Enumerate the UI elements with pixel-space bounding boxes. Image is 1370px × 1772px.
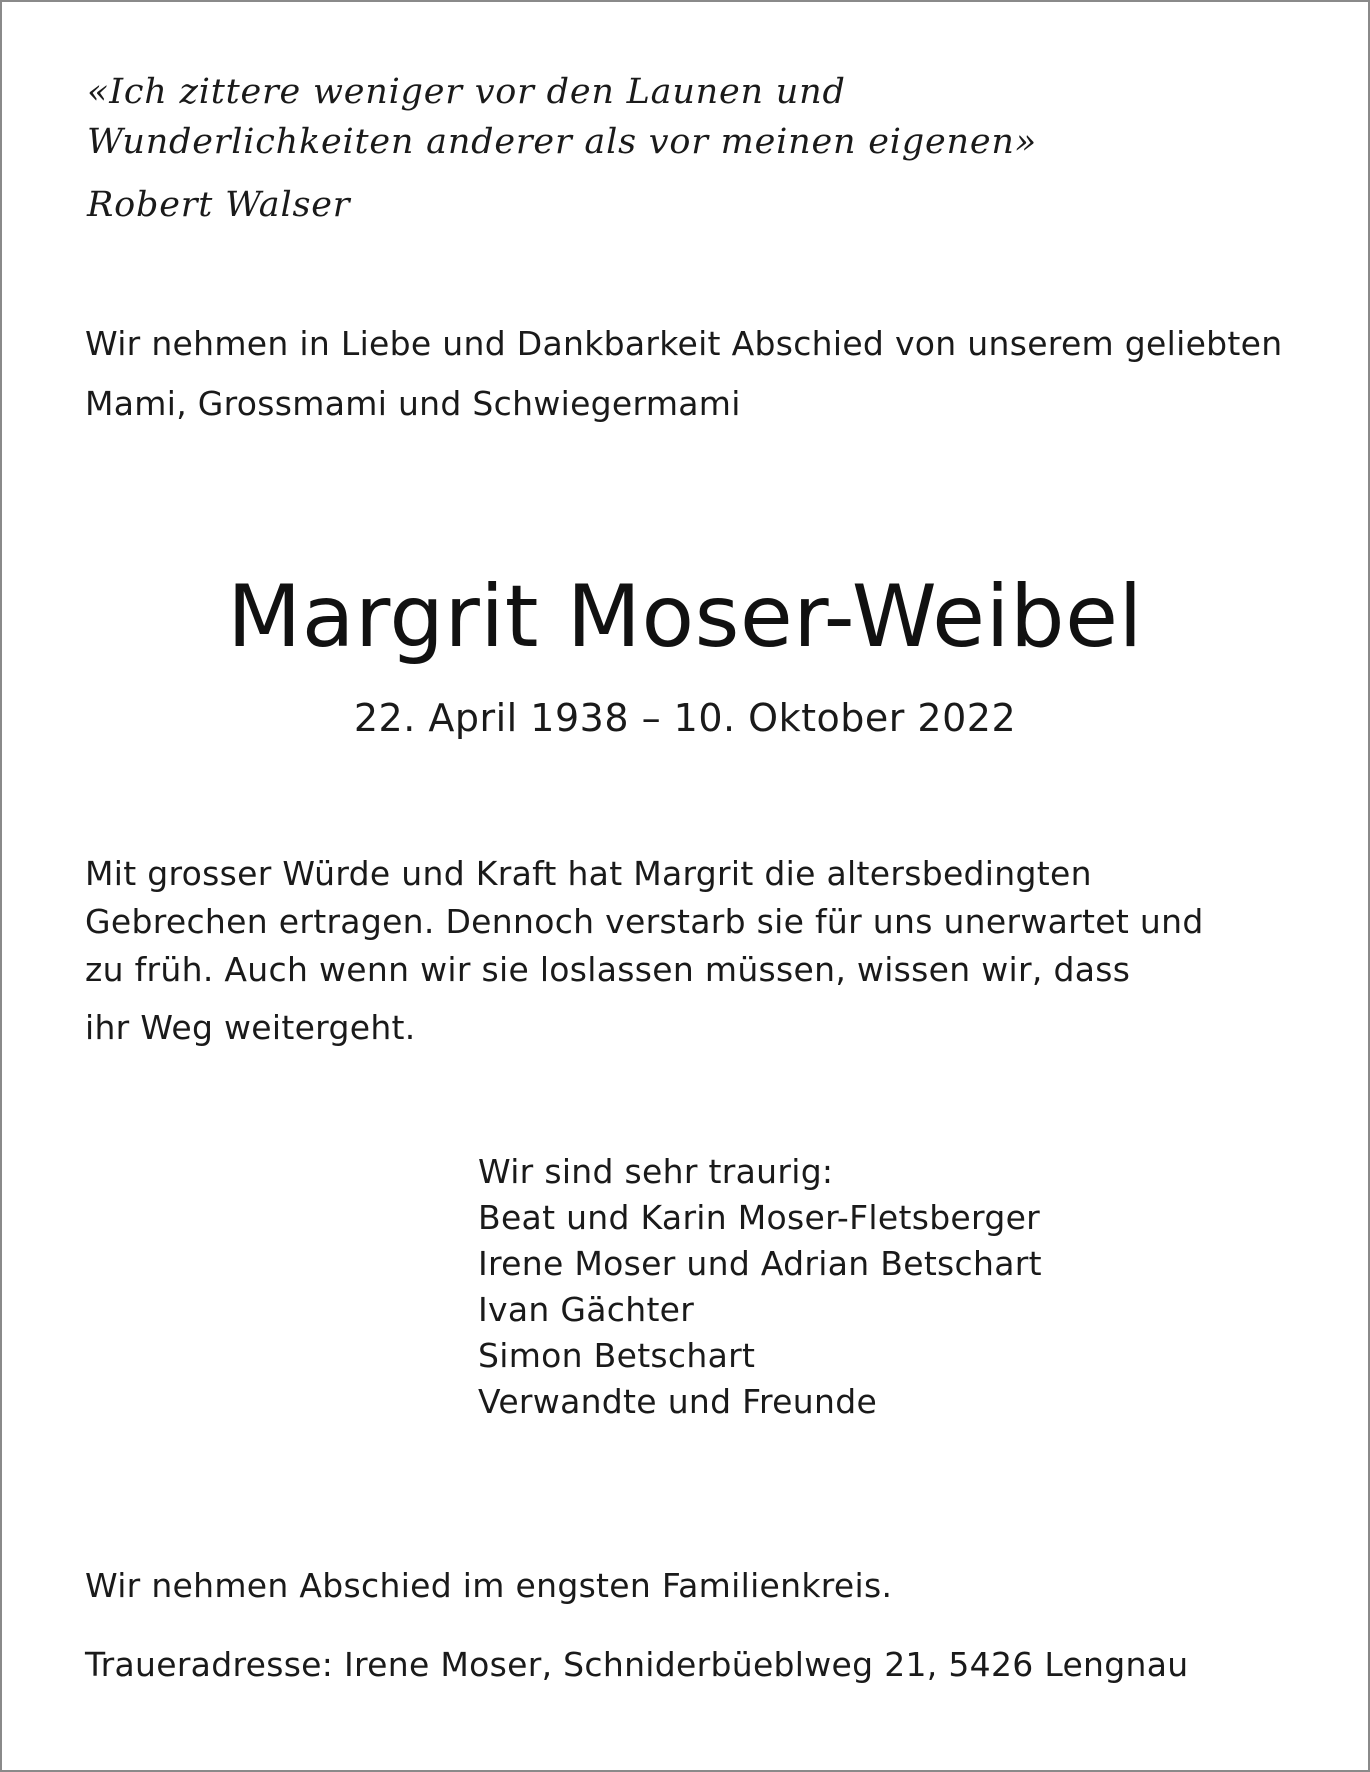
deceased-name: Margrit Moser-Weibel	[227, 567, 1143, 667]
mourner-name: Beat und Karin Moser-Fletsberger	[478, 1198, 1041, 1237]
quote-line: Wunderlichkeiten anderer als vor meinen eigenen»	[87, 122, 1037, 162]
intro-line: Wir nehmen in Liebe und Dankbarkeit Abschied von unserem geliebten	[85, 324, 1283, 363]
intro-text	[85, 314, 1283, 434]
tribute-line: ihr Weg weitergeht.	[85, 1008, 416, 1047]
mourner-name: Ivan Gächter	[478, 1290, 695, 1329]
mourner-name: Simon Betschart	[478, 1336, 756, 1375]
mourners-list	[478, 1149, 1042, 1425]
mourning-address: Traueradresse: Irene Moser, Schniderbüeblweg 21, 5426 Lengnau	[85, 1645, 1189, 1684]
epigraph-quote	[87, 67, 1037, 167]
mourner-name: Irene Moser und Adrian Betschart	[478, 1244, 1042, 1283]
life-dates: 22. April 1938 – 10. Oktober 2022	[353, 696, 1017, 740]
tribute-line: zu früh. Auch wenn wir sie loslassen müssen, wissen wir, dass	[85, 950, 1131, 989]
tribute-line: Mit grosser Würde und Kraft hat Margrit die altersbedingten	[85, 854, 1092, 893]
tribute-line: Gebrechen ertragen. Dennoch verstarb sie für uns unerwartet und	[85, 902, 1204, 941]
intro-line: Mami, Grossmami und Schwiegermami	[85, 384, 741, 423]
quote-author: Robert Walser	[87, 185, 351, 225]
tribute-text	[85, 850, 1204, 1052]
mourner-name: Verwandte und Freunde	[478, 1382, 878, 1421]
mourners-heading: Wir sind sehr traurig:	[478, 1152, 834, 1191]
quote-line: «Ich zittere weniger vor den Launen und	[87, 72, 846, 112]
closing-note: Wir nehmen Abschied im engsten Familienkreis.	[85, 1566, 893, 1605]
